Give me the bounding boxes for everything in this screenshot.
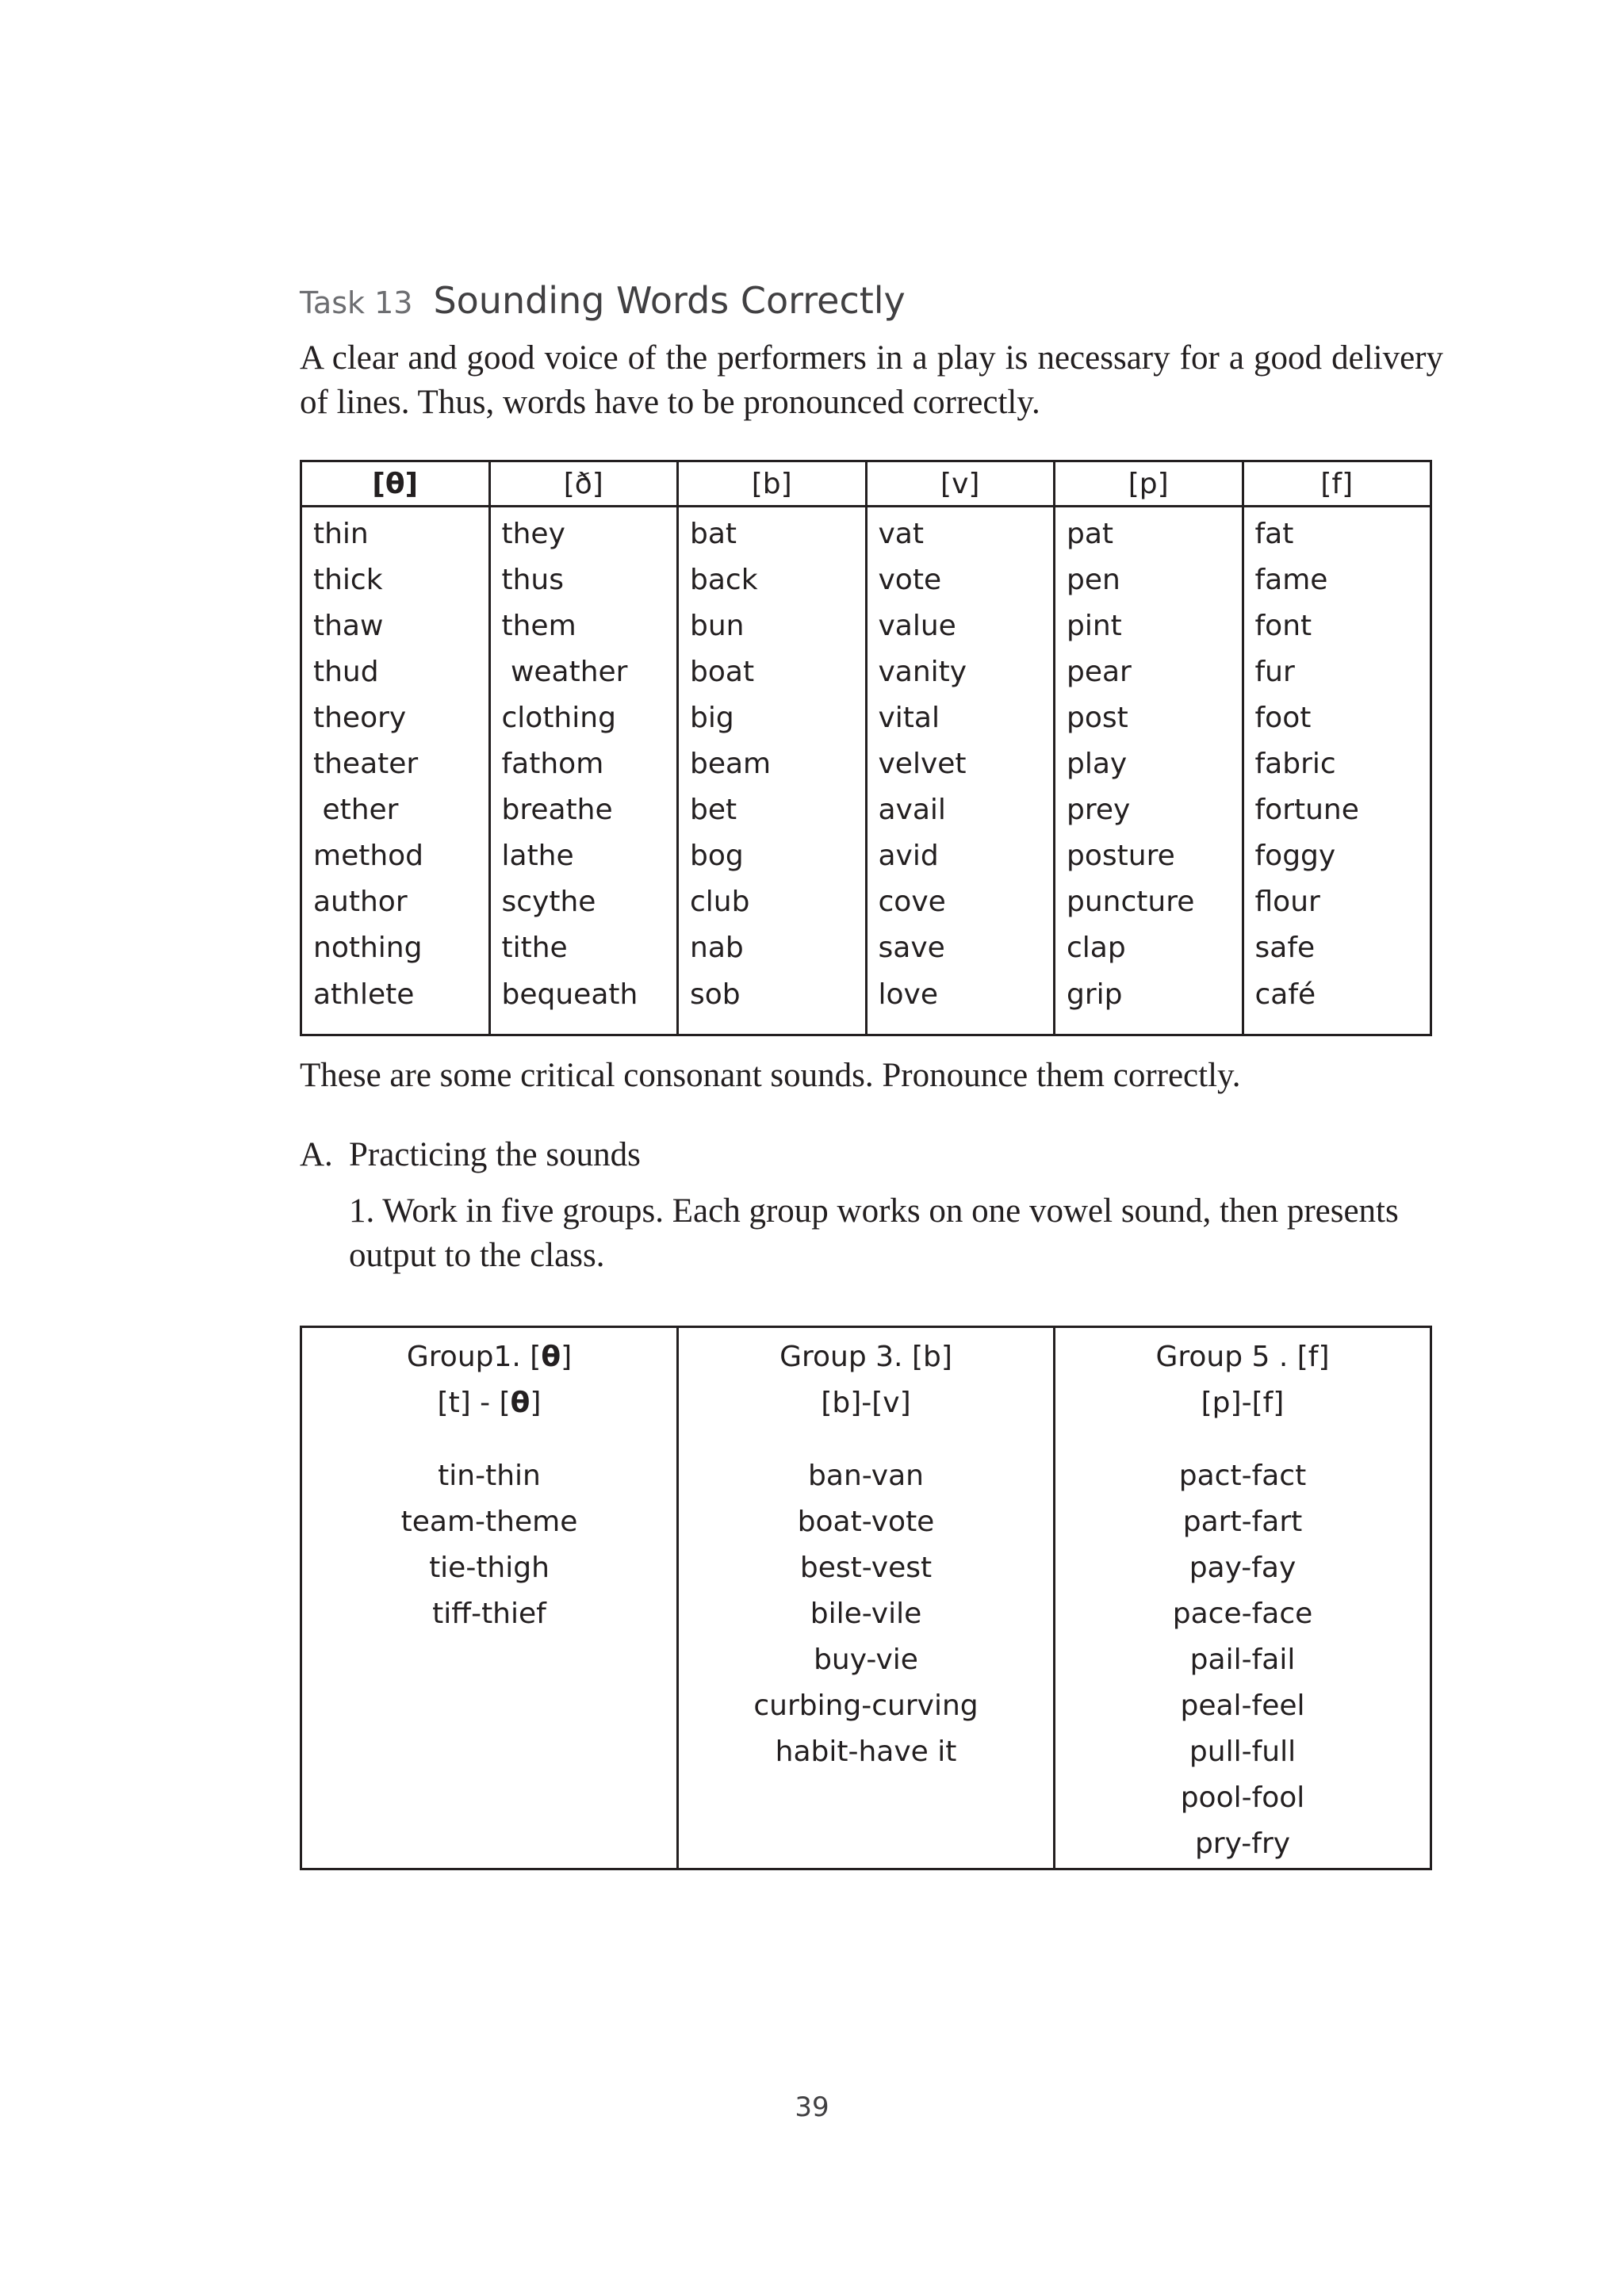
word-pair: pay-fay xyxy=(1189,1552,1297,1584)
word-cell: club xyxy=(678,878,867,924)
header-b: [b] xyxy=(678,461,867,507)
group-title: Group 3. [b] xyxy=(779,1341,952,1373)
word-cell: fortune xyxy=(1243,786,1431,832)
word-cell: foggy xyxy=(1243,832,1431,878)
table-row xyxy=(301,649,1431,695)
word-pair: pry-fry xyxy=(1194,1827,1291,1860)
word-cell: vital xyxy=(866,695,1055,740)
word-cell: vote xyxy=(866,557,1055,603)
word-cell: weather xyxy=(489,649,678,695)
word-cell: thaw xyxy=(301,603,490,649)
word-cell: theory xyxy=(301,695,490,740)
word-pair: team-theme xyxy=(400,1506,578,1538)
word-cell: bog xyxy=(678,832,867,878)
word-cell: fabric xyxy=(1243,740,1431,786)
word-cell: pat xyxy=(1055,507,1243,557)
word-cell: pear xyxy=(1055,649,1243,695)
word-cell: avail xyxy=(866,786,1055,832)
word-cell: thud xyxy=(301,649,490,695)
word-pair: pull-full xyxy=(1189,1735,1297,1768)
section-title: Practicing the sounds xyxy=(349,1136,641,1173)
header-theta: [θ] xyxy=(301,461,490,507)
word-cell: thus xyxy=(489,557,678,603)
word-cell: bun xyxy=(678,603,867,649)
word-cell: bequeath xyxy=(489,970,678,1035)
word-cell: play xyxy=(1055,740,1243,786)
word-cell: thin xyxy=(301,507,490,557)
word-cell: back xyxy=(678,557,867,603)
word-pair: part-fart xyxy=(1182,1506,1303,1538)
word-cell: sob xyxy=(678,970,867,1035)
word-cell: lathe xyxy=(489,832,678,878)
table-row xyxy=(301,970,1431,1035)
word-cell: flour xyxy=(1243,878,1431,924)
group-title: Group1. [θ] xyxy=(406,1341,573,1373)
word-cell: nab xyxy=(678,924,867,970)
word-cell: beam xyxy=(678,740,867,786)
task-title: Sounding Words Correctly xyxy=(433,279,906,322)
word-pair: bile-vile xyxy=(810,1598,922,1630)
word-cell: tithe xyxy=(489,924,678,970)
word-cell: vanity xyxy=(866,649,1055,695)
word-cell: grip xyxy=(1055,970,1243,1035)
word-pair: peal-feel xyxy=(1180,1689,1305,1722)
page-number: 39 xyxy=(795,2091,829,2123)
word-cell: breathe xyxy=(489,786,678,832)
word-cell: scythe xyxy=(489,878,678,924)
table-row xyxy=(301,695,1431,740)
group-title: Group 5 . [f] xyxy=(1155,1341,1330,1373)
groups-row xyxy=(301,1327,1431,1869)
word-cell: boat xyxy=(678,649,867,695)
group-5-cell xyxy=(1055,1327,1431,1869)
word-cell: post xyxy=(1055,695,1243,740)
table-row xyxy=(301,740,1431,786)
table-row xyxy=(301,557,1431,603)
word-pair: tiff-thief xyxy=(432,1598,546,1630)
word-cell: author xyxy=(301,878,490,924)
word-cell: theater xyxy=(301,740,490,786)
group-pair: [p]-[f] xyxy=(1201,1387,1285,1419)
word-pair: tie-thigh xyxy=(429,1552,550,1584)
word-cell: posture xyxy=(1055,832,1243,878)
word-cell: nothing xyxy=(301,924,490,970)
group-pair: [b]-[v] xyxy=(821,1387,911,1419)
group-1-cell xyxy=(301,1327,678,1869)
word-cell: fat xyxy=(1243,507,1431,557)
word-pair: best-vest xyxy=(799,1552,933,1584)
word-cell: prey xyxy=(1055,786,1243,832)
instruction-text: 1. Work in five groups. Each group works on one vowel sound, then presents output to the class. xyxy=(349,1192,1399,1274)
word-cell: clap xyxy=(1055,924,1243,970)
word-cell: method xyxy=(301,832,490,878)
word-cell: thick xyxy=(301,557,490,603)
word-pair: curbing-curving xyxy=(753,1689,979,1722)
word-cell: vat xyxy=(866,507,1055,557)
table-row xyxy=(301,786,1431,832)
word-pair: pail-fail xyxy=(1189,1644,1296,1676)
word-cell: bat xyxy=(678,507,867,557)
word-cell: fur xyxy=(1243,649,1431,695)
note-text: These are some critical consonant sounds. Pronounce them correctly. xyxy=(300,1057,1241,1094)
table-row xyxy=(301,507,1431,557)
header-f: [f] xyxy=(1243,461,1431,507)
word-cell: ether xyxy=(301,786,490,832)
word-cell: big xyxy=(678,695,867,740)
task-label: Task 13 xyxy=(300,285,413,320)
word-cell: save xyxy=(866,924,1055,970)
table-row xyxy=(301,878,1431,924)
word-pair: ban-van xyxy=(808,1460,924,1492)
word-cell: avid xyxy=(866,832,1055,878)
word-pair: boat-vote xyxy=(797,1506,935,1538)
table-row xyxy=(301,924,1431,970)
word-cell: clothing xyxy=(489,695,678,740)
header-p: [p] xyxy=(1055,461,1243,507)
section-a-heading xyxy=(300,1135,641,1174)
word-cell: fame xyxy=(1243,557,1431,603)
word-pair: pool-fool xyxy=(1180,1781,1305,1814)
word-cell: athlete xyxy=(301,970,490,1035)
table-header-row xyxy=(301,461,1431,507)
word-cell: they xyxy=(489,507,678,557)
table-row xyxy=(301,603,1431,649)
word-cell: value xyxy=(866,603,1055,649)
groups-table xyxy=(300,1326,1432,1870)
table-row xyxy=(301,832,1431,878)
group-3-cell xyxy=(678,1327,1055,1869)
word-cell: velvet xyxy=(866,740,1055,786)
section-letter: A. xyxy=(300,1136,333,1173)
word-pair: pact-fact xyxy=(1178,1460,1307,1492)
word-cell: pen xyxy=(1055,557,1243,603)
consonant-sounds-table xyxy=(300,460,1432,1036)
word-cell: bet xyxy=(678,786,867,832)
header-v: [v] xyxy=(866,461,1055,507)
word-cell: them xyxy=(489,603,678,649)
group-pair: [t] - [θ] xyxy=(437,1387,542,1419)
intro-paragraph: A clear and good voice of the performers in a play is necessary for a good delivery of lines. Thus, words have to be pronounced correctly. xyxy=(300,339,1443,421)
word-pair: pace-face xyxy=(1172,1598,1313,1630)
word-cell: font xyxy=(1243,603,1431,649)
word-cell: love xyxy=(866,970,1055,1035)
word-cell: foot xyxy=(1243,695,1431,740)
word-cell: puncture xyxy=(1055,878,1243,924)
header-eth: [ð] xyxy=(489,461,678,507)
word-pair: habit-have it xyxy=(775,1735,957,1768)
word-cell: pint xyxy=(1055,603,1243,649)
word-cell: safe xyxy=(1243,924,1431,970)
word-pair: tin-thin xyxy=(438,1460,541,1492)
word-pair: buy-vie xyxy=(814,1644,918,1676)
word-cell: cove xyxy=(866,878,1055,924)
task-heading xyxy=(300,279,906,322)
word-cell: café xyxy=(1243,970,1431,1035)
word-cell: fathom xyxy=(489,740,678,786)
